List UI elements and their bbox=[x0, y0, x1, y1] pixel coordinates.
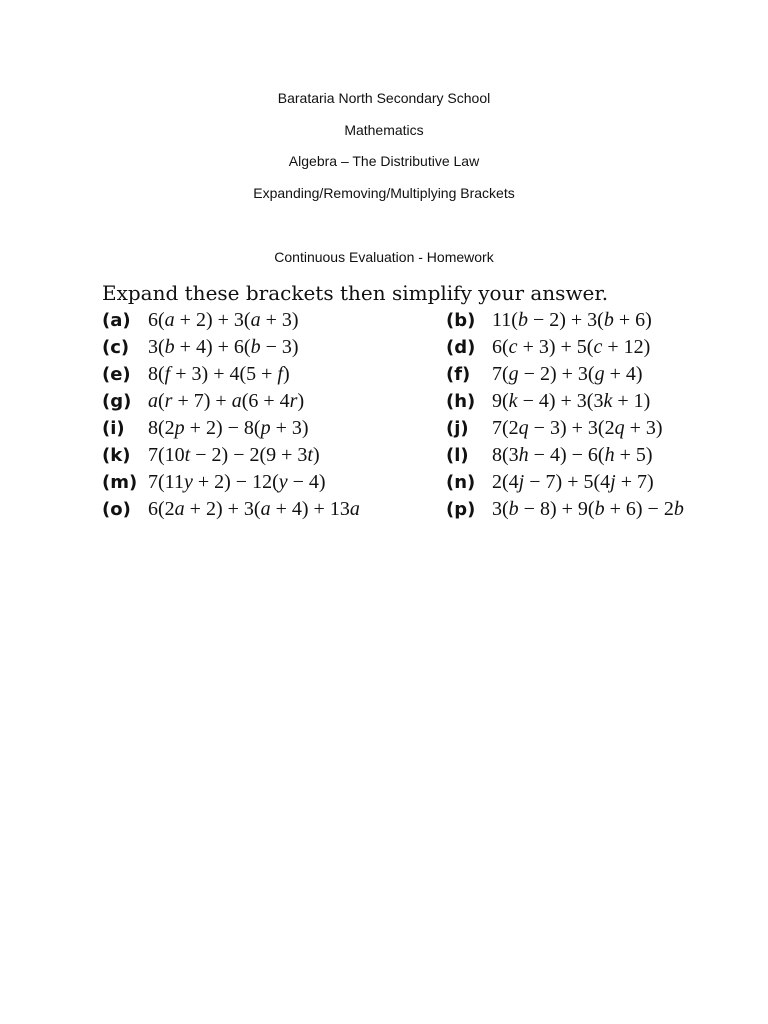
problem-item bbox=[102, 496, 360, 523]
problem-row bbox=[102, 469, 742, 496]
problem-label: (l) bbox=[446, 445, 469, 466]
problem-expression: 8(3h − 4) − 6(h + 5) bbox=[492, 444, 653, 466]
problem-expression: 8(f + 3) + 4(5 + f) bbox=[148, 363, 290, 385]
problem-item bbox=[102, 388, 304, 415]
problem-item bbox=[102, 361, 290, 388]
problem-expression: 11(b − 2) + 3(b + 6) bbox=[492, 309, 652, 331]
problem-row bbox=[102, 496, 742, 523]
problem-row bbox=[102, 361, 742, 388]
problem-row bbox=[102, 334, 742, 361]
problem-expression: 7(10t − 2) − 2(9 + 3t) bbox=[148, 444, 320, 466]
problem-item bbox=[446, 307, 652, 334]
evaluation-title: Continuous Evaluation - Homework bbox=[274, 249, 494, 265]
problem-label: (j) bbox=[446, 418, 469, 439]
problem-label: (e) bbox=[102, 364, 131, 385]
problem-expression: 7(g − 2) + 3(g + 4) bbox=[492, 363, 643, 385]
problem-item bbox=[446, 334, 650, 361]
problem-row bbox=[102, 442, 742, 469]
problem-label: (c) bbox=[102, 337, 130, 358]
instruction-text: Expand these brackets then simplify your answer. bbox=[102, 281, 609, 305]
problem-label: (o) bbox=[102, 499, 131, 520]
school-name: Barataria North Secondary School bbox=[277, 90, 491, 106]
problem-item bbox=[102, 442, 320, 469]
topic-title: Algebra – The Distributive Law bbox=[288, 153, 480, 169]
problem-item bbox=[102, 469, 326, 496]
problem-expression: 3(b + 4) + 6(b − 3) bbox=[148, 336, 299, 358]
problem-expression: 6(c + 3) + 5(c + 12) bbox=[492, 336, 651, 358]
problem-item bbox=[446, 388, 650, 415]
problem-expression: 8(2p + 2) − 8(p + 3) bbox=[148, 417, 309, 439]
problem-expression: 6(a + 2) + 3(a + 3) bbox=[148, 309, 299, 331]
problem-list bbox=[102, 307, 742, 523]
problem-item bbox=[446, 469, 654, 496]
problem-label: (f) bbox=[446, 364, 471, 385]
problem-item bbox=[102, 334, 299, 361]
problem-item bbox=[446, 361, 643, 388]
problem-item bbox=[102, 307, 299, 334]
problem-label: (n) bbox=[446, 472, 476, 493]
problem-label: (h) bbox=[446, 391, 476, 412]
problem-item bbox=[446, 496, 684, 523]
problem-expression: 9(k − 4) + 3(3k + 1) bbox=[492, 390, 651, 412]
problem-label: (k) bbox=[102, 445, 131, 466]
problem-item bbox=[446, 442, 653, 469]
problem-expression: 6(2a + 2) + 3(a + 4) + 13a bbox=[148, 498, 360, 520]
problem-expression: 7(11y + 2) − 12(y − 4) bbox=[148, 471, 326, 493]
problem-expression: 2(4j − 7) + 5(4j + 7) bbox=[492, 471, 654, 493]
problem-label: (g) bbox=[102, 391, 132, 412]
problem-expression: a(r + 7) + a(6 + 4r) bbox=[148, 390, 305, 412]
problem-label: (d) bbox=[446, 337, 476, 358]
problem-item bbox=[446, 415, 663, 442]
problem-item bbox=[102, 415, 309, 442]
problem-expression: 7(2q − 3) + 3(2q + 3) bbox=[492, 417, 663, 439]
problem-expression: 3(b − 8) + 9(b + 6) − 2b bbox=[492, 498, 684, 520]
subtopic-title: Expanding/Removing/Multiplying Brackets bbox=[253, 185, 515, 201]
subject-title: Mathematics bbox=[344, 122, 424, 138]
problem-row bbox=[102, 415, 742, 442]
problem-label: (b) bbox=[446, 310, 476, 331]
problem-row bbox=[102, 388, 742, 415]
problem-label: (a) bbox=[102, 310, 131, 331]
problem-label: (i) bbox=[102, 418, 125, 439]
problem-label: (m) bbox=[102, 472, 138, 493]
problem-label: (p) bbox=[446, 499, 476, 520]
problem-row bbox=[102, 307, 742, 334]
